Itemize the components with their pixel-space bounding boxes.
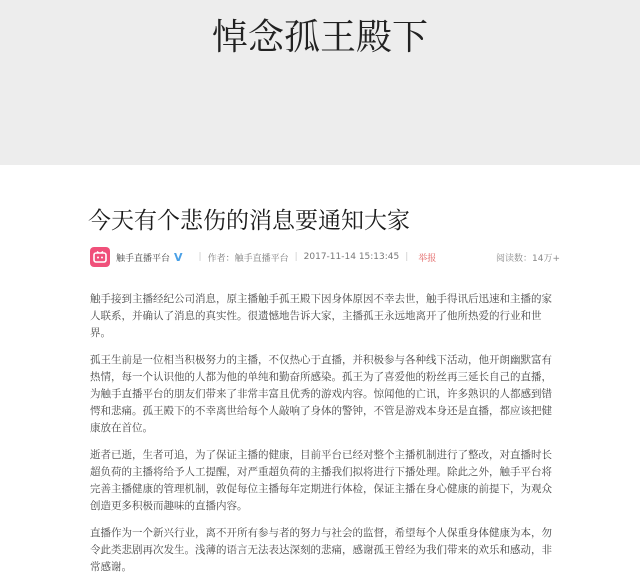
body-paragraph: 触手接到主播经纪公司消息，原主播触手孤王殿下因身体原因不幸去世，触手得讯后迅速和主播的家人联系，并确认了消息的真实性。很遗憾地告诉大家，主播孤王永远地离开了他所热爱的行业和世界。 xyxy=(90,293,552,339)
publisher-name[interactable]: 触手直播平台 xyxy=(116,253,171,264)
meta-divider: | xyxy=(198,252,202,262)
article-meta xyxy=(90,245,560,269)
verified-badge-icon: V xyxy=(174,250,183,264)
article-headline: 今天有个悲伤的消息要通知大家 xyxy=(88,208,410,234)
article xyxy=(0,165,640,576)
publish-datetime: 2017-11-14 15:13:45 xyxy=(303,252,400,262)
publisher-logo-icon[interactable] xyxy=(90,247,110,267)
report-link[interactable]: 举报 xyxy=(418,253,437,264)
article-body xyxy=(90,291,552,586)
author-label: 作者： xyxy=(207,253,235,264)
meta-divider: | xyxy=(294,252,298,262)
body-paragraph: 直播作为一个新兴行业，离不开所有参与者的努力与社会的监督，希望每个人保重身体健康为本，勿令此类悲剧再次发生。浅薄的语言无法表达深刻的悲痛，感谢孤王曾经为我们带来的欢乐和感动，非常感谢。 xyxy=(90,527,552,573)
meta-divider: | xyxy=(405,252,409,262)
body-paragraph: 逝者已逝，生者可追，为了保证主播的健康，目前平台已经对整个主播机制进行了整改，对直播时长超负荷的主播将给予人工提醒，对严重超负荷的主播我们拟将进行下播处理。除此之外，触手平台将完善主播健康的管理机制，敦促每位主播每年定期进行体检，保证主播在身心健康的前提下，为观众创造更多积极而趣味的直播内容。 xyxy=(90,449,552,512)
view-count: 阅读数：14万+ xyxy=(496,253,560,264)
author-name[interactable]: 触手直播平台 xyxy=(234,253,289,264)
memorial-banner xyxy=(0,0,640,165)
body-paragraph: 孤王生前是一位相当积极努力的主播，不仅热心于直播，并积极参与各种线下活动，他开朗幽默富有热情，每一个认识他的人都为他的单纯和勤奋所感染。孤王为了喜爱他的粉丝再三延长自己的直播，为触手直播平台的朋友们带来了非常丰富且优秀的游戏内容。惊闻他的亡讯，许多熟识的人都感到错愕和悲痛。孤王殿下的不幸离世给每个人敲响了身体的警钟，不管是游戏本身还是直播，都应该把健康放在首位。 xyxy=(90,354,552,434)
banner-title: 悼念孤王殿下 xyxy=(211,17,428,58)
